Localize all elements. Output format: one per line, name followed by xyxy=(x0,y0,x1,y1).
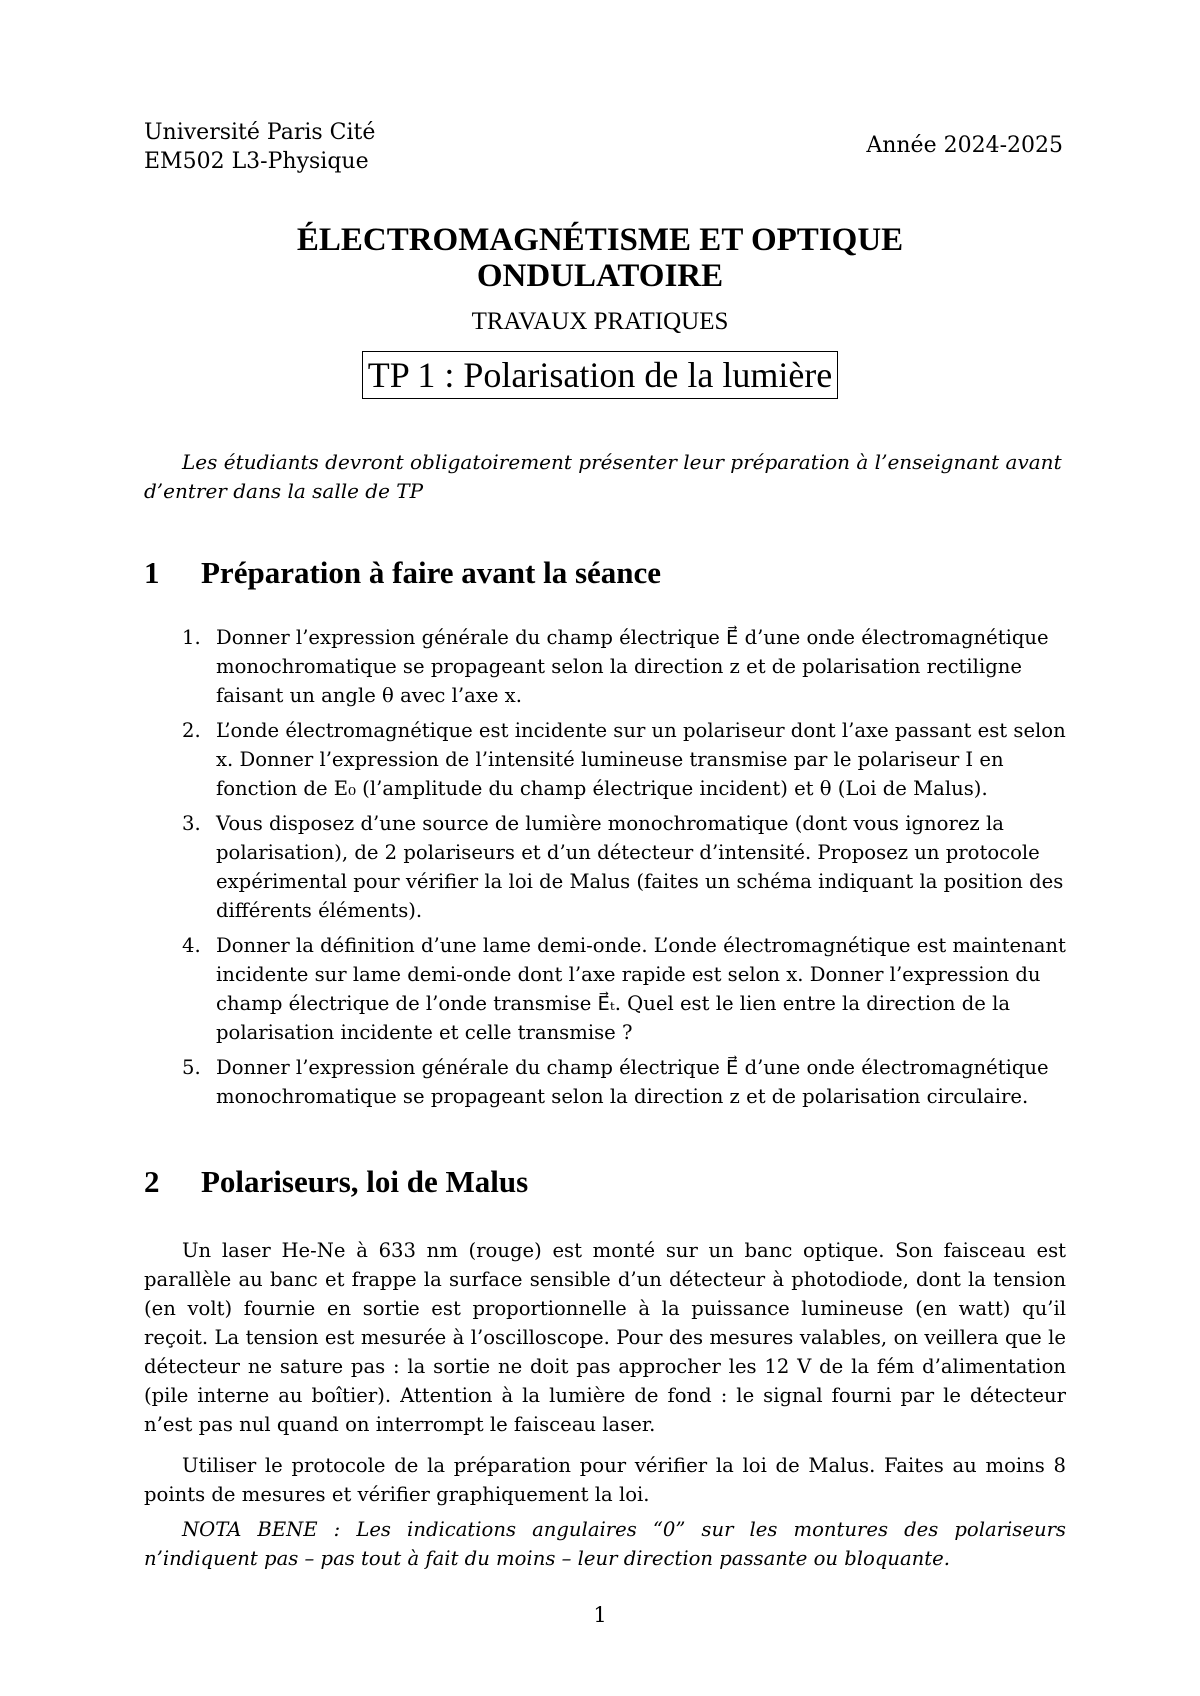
subtitle: TRAVAUX PRATIQUES xyxy=(471,308,729,335)
list-item-text: Donner l’expression générale du champ électrique E⃗ d’une onde électromagnétique monochromatique se propageant selon la direction z et de polarisation rectiligne faisant un angle θ avec l’axe x. xyxy=(216,626,1049,707)
university-name: Université Paris Cité xyxy=(144,120,376,145)
list-item-text: Donner la définition d’une lame demi-onde. L’onde électromagnétique est maintenant incidente sur lame demi-onde dont l’axe rapide est selon x. Donner l’expression du champ électrique de l’onde transmise E⃗ₜ. Quel est le lien entre la direction de la polarisation incidente et celle transmise ? xyxy=(216,934,1066,1044)
section-title: Préparation à faire avant la séance xyxy=(201,555,662,590)
header-left xyxy=(144,118,375,176)
section-2-heading xyxy=(144,1164,528,1200)
list-marker: 2. xyxy=(182,719,201,742)
course-code: EM502 L3-Physique xyxy=(144,149,369,174)
list-marker: 5. xyxy=(182,1056,201,1079)
section-title: Polariseurs, loi de Malus xyxy=(201,1164,529,1199)
academic-year: Année 2024-2025 xyxy=(866,133,1063,158)
tp-title-box: TP 1 : Polarisation de la lumière xyxy=(362,351,839,399)
preparation-list xyxy=(144,623,1066,1117)
list-marker: 3. xyxy=(182,812,201,835)
list-item-text: L’onde électromagnétique est incidente sur un polariseur dont l’axe passant est selon x. Donner l’expression de l’intensité lumineuse transmise par le polariseur I en fonction de E₀ (l’amplitude du champ électrique incident) et θ (Loi de Malus). xyxy=(216,719,1066,800)
list-item xyxy=(144,716,1066,803)
list-item-text: Donner l’expression générale du champ électrique E⃗ d’une onde électromagnétique monochromatique se propageant selon la direction z et de polarisation circulaire. xyxy=(216,1056,1049,1108)
preparation-notice: Les étudiants devront obligatoirement présenter leur préparation à l’enseignant avant d’entrer dans la salle de TP xyxy=(144,450,1062,503)
list-marker: 1. xyxy=(182,626,201,649)
list-item xyxy=(144,931,1066,1047)
main-title-line1: ÉLECTROMAGNÉTISME ET OPTIQUE xyxy=(296,222,904,258)
section-number: 2 xyxy=(144,1164,160,1199)
section-number: 1 xyxy=(144,555,160,590)
paragraph-nota-bene: NOTA BENE : Les indications angulaires “0” sur les montures des polariseurs n’indiquent pas – pas tout à fait du moins – leur direction passante ou bloquante. xyxy=(144,1518,1066,1570)
title-block xyxy=(0,222,1200,399)
list-item xyxy=(144,623,1066,710)
main-title-line2: ONDULATOIRE xyxy=(476,258,724,294)
list-item xyxy=(144,1053,1066,1111)
paragraph-protocol: Utiliser le protocole de la préparation pour vérifier la loi de Malus. Faites au moins 8 points de mesures et vérifier graphiquement la loi. xyxy=(144,1454,1066,1506)
list-item xyxy=(144,809,1066,925)
section-1-heading xyxy=(144,555,661,591)
page-number: 1 xyxy=(593,1603,607,1627)
list-marker: 4. xyxy=(182,934,201,957)
paragraph-setup: Un laser He-Ne à 633 nm (rouge) est monté sur un banc optique. Son faisceau est parallèle au banc et frappe la surface sensible d’un détecteur à photodiode, dont la tension (en volt) fournie en sortie est proportionnelle à la puissance lumineuse (en watt) qu’il reçoit. La tension est mesurée à l’oscilloscope. Pour des mesures valables, on veillera que le détecteur ne sature pas : la sortie ne doit pas approcher les 12 V de la fém d’alimentation (pile interne au boîtier). Attention à la lumière de fond : le signal fourni par le détecteur n’est pas nul quand on interrompt le faisceau laser. xyxy=(144,1239,1066,1436)
list-item-text: Vous disposez d’une source de lumière monochromatique (dont vous ignorez la polarisation), de 2 polariseurs et d’un détecteur d’intensité. Proposez un protocole expérimental pour vérifier la loi de Malus (faites un schéma indiquant la position des différents éléments). xyxy=(216,812,1064,922)
